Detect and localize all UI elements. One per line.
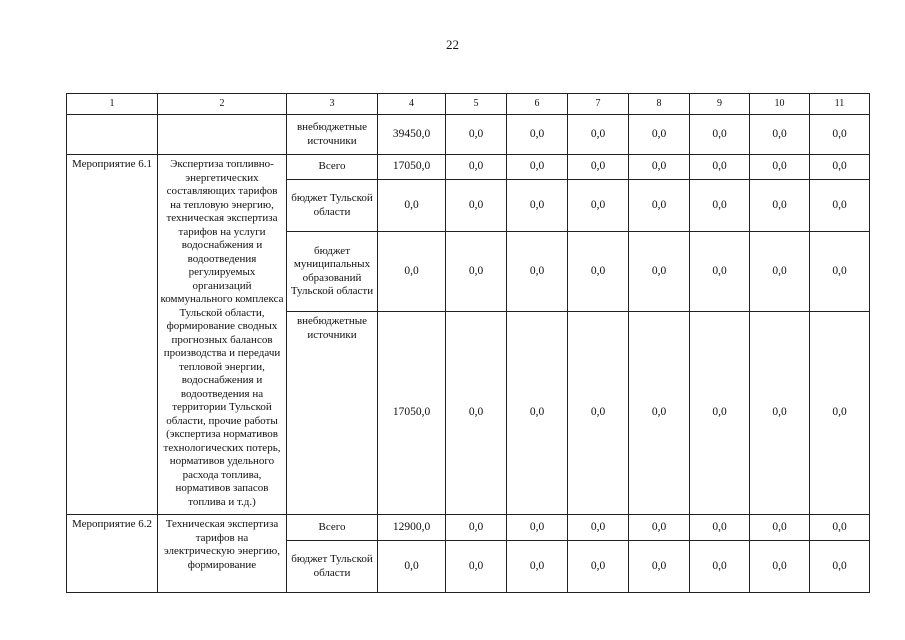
value-cell: 0,0 bbox=[568, 155, 629, 180]
column-header: 6 bbox=[507, 94, 568, 115]
value-cell: 0,0 bbox=[810, 180, 870, 232]
value-cell: 12900,0 bbox=[378, 515, 446, 541]
column-header: 5 bbox=[446, 94, 507, 115]
value-cell: 0,0 bbox=[507, 515, 568, 541]
value-cell: 0,0 bbox=[446, 180, 507, 232]
measure-name-cell: Мероприятие 6.1 bbox=[67, 155, 158, 515]
value-cell: 0,0 bbox=[690, 115, 750, 155]
funding-category: внебюджетные источники bbox=[287, 115, 378, 155]
column-header: 10 bbox=[750, 94, 810, 115]
funding-category: Всего bbox=[287, 515, 378, 541]
value-cell: 0,0 bbox=[507, 541, 568, 593]
value-cell: 17050,0 bbox=[378, 155, 446, 180]
value-cell: 0,0 bbox=[750, 312, 810, 515]
value-cell: 0,0 bbox=[568, 312, 629, 515]
value-cell: 17050,0 bbox=[378, 312, 446, 515]
column-header: 4 bbox=[378, 94, 446, 115]
value-cell: 0,0 bbox=[568, 515, 629, 541]
page-number: 22 bbox=[446, 37, 459, 52]
table-row bbox=[67, 155, 870, 180]
value-cell: 0,0 bbox=[629, 515, 690, 541]
value-cell: 0,0 bbox=[629, 312, 690, 515]
measure-description-cell: Экспертиза топливно-энергетических составляющих тарифов на тепловую энергию, техническая экспертиза тарифов на услуги водоснабжения и водоотведения регулируемых организаций коммунального комплекса Тульской области, формирование сводных прогнозных балансов производства и передачи тепловой энергии, водоснабжения и водоотведения на территории Тульской области, прочие работы (экспертиза нормативов технологических потерь, нормативов удельного расхода топлива, нормативов запасов топлива и т.д.) bbox=[158, 155, 287, 515]
value-cell: 0,0 bbox=[507, 155, 568, 180]
value-cell: 0,0 bbox=[446, 232, 507, 312]
value-cell: 0,0 bbox=[507, 180, 568, 232]
value-cell: 0,0 bbox=[629, 155, 690, 180]
value-cell: 0,0 bbox=[810, 541, 870, 593]
value-cell: 0,0 bbox=[378, 232, 446, 312]
value-cell: 0,0 bbox=[810, 312, 870, 515]
measure-description-cell: Техническая экспертиза тарифов на электрическую энергию, формирование bbox=[158, 515, 287, 593]
funding-category: бюджет Тульской области bbox=[287, 541, 378, 593]
column-number-row bbox=[67, 94, 870, 115]
value-cell: 0,0 bbox=[750, 115, 810, 155]
value-cell: 0,0 bbox=[750, 155, 810, 180]
table-row bbox=[67, 515, 870, 541]
value-cell: 0,0 bbox=[750, 515, 810, 541]
budget-table bbox=[66, 93, 870, 593]
value-cell: 0,0 bbox=[568, 541, 629, 593]
column-header: 1 bbox=[67, 94, 158, 115]
measure-name-cell bbox=[67, 115, 158, 155]
value-cell: 0,0 bbox=[446, 312, 507, 515]
value-cell: 0,0 bbox=[568, 232, 629, 312]
value-cell: 0,0 bbox=[446, 115, 507, 155]
value-cell: 0,0 bbox=[629, 541, 690, 593]
value-cell: 0,0 bbox=[750, 180, 810, 232]
value-cell: 0,0 bbox=[690, 312, 750, 515]
value-cell: 0,0 bbox=[690, 232, 750, 312]
value-cell: 0,0 bbox=[507, 312, 568, 515]
column-header: 8 bbox=[629, 94, 690, 115]
value-cell: 39450,0 bbox=[378, 115, 446, 155]
column-header: 3 bbox=[287, 94, 378, 115]
funding-category: Всего bbox=[287, 155, 378, 180]
funding-category: бюджет муниципальных образований Тульской области bbox=[287, 232, 378, 312]
value-cell: 0,0 bbox=[507, 232, 568, 312]
value-cell: 0,0 bbox=[629, 232, 690, 312]
value-cell: 0,0 bbox=[690, 180, 750, 232]
value-cell: 0,0 bbox=[446, 541, 507, 593]
value-cell: 0,0 bbox=[810, 115, 870, 155]
value-cell: 0,0 bbox=[378, 541, 446, 593]
value-cell: 0,0 bbox=[629, 180, 690, 232]
value-cell: 0,0 bbox=[446, 515, 507, 541]
value-cell: 0,0 bbox=[378, 180, 446, 232]
column-header: 2 bbox=[158, 94, 287, 115]
value-cell: 0,0 bbox=[690, 541, 750, 593]
funding-category: бюджет Тульской области bbox=[287, 180, 378, 232]
measure-name-cell: Мероприятие 6.2 bbox=[67, 515, 158, 593]
value-cell: 0,0 bbox=[810, 515, 870, 541]
value-cell: 0,0 bbox=[690, 155, 750, 180]
value-cell: 0,0 bbox=[446, 155, 507, 180]
value-cell: 0,0 bbox=[568, 180, 629, 232]
value-cell: 0,0 bbox=[750, 541, 810, 593]
table-row bbox=[67, 115, 870, 155]
measure-description-cell bbox=[158, 115, 287, 155]
value-cell: 0,0 bbox=[690, 515, 750, 541]
value-cell: 0,0 bbox=[810, 155, 870, 180]
value-cell: 0,0 bbox=[750, 232, 810, 312]
value-cell: 0,0 bbox=[507, 115, 568, 155]
value-cell: 0,0 bbox=[568, 115, 629, 155]
funding-category: внебюджетные источники bbox=[287, 312, 378, 515]
column-header: 7 bbox=[568, 94, 629, 115]
value-cell: 0,0 bbox=[810, 232, 870, 312]
column-header: 9 bbox=[690, 94, 750, 115]
column-header: 11 bbox=[810, 94, 870, 115]
value-cell: 0,0 bbox=[629, 115, 690, 155]
